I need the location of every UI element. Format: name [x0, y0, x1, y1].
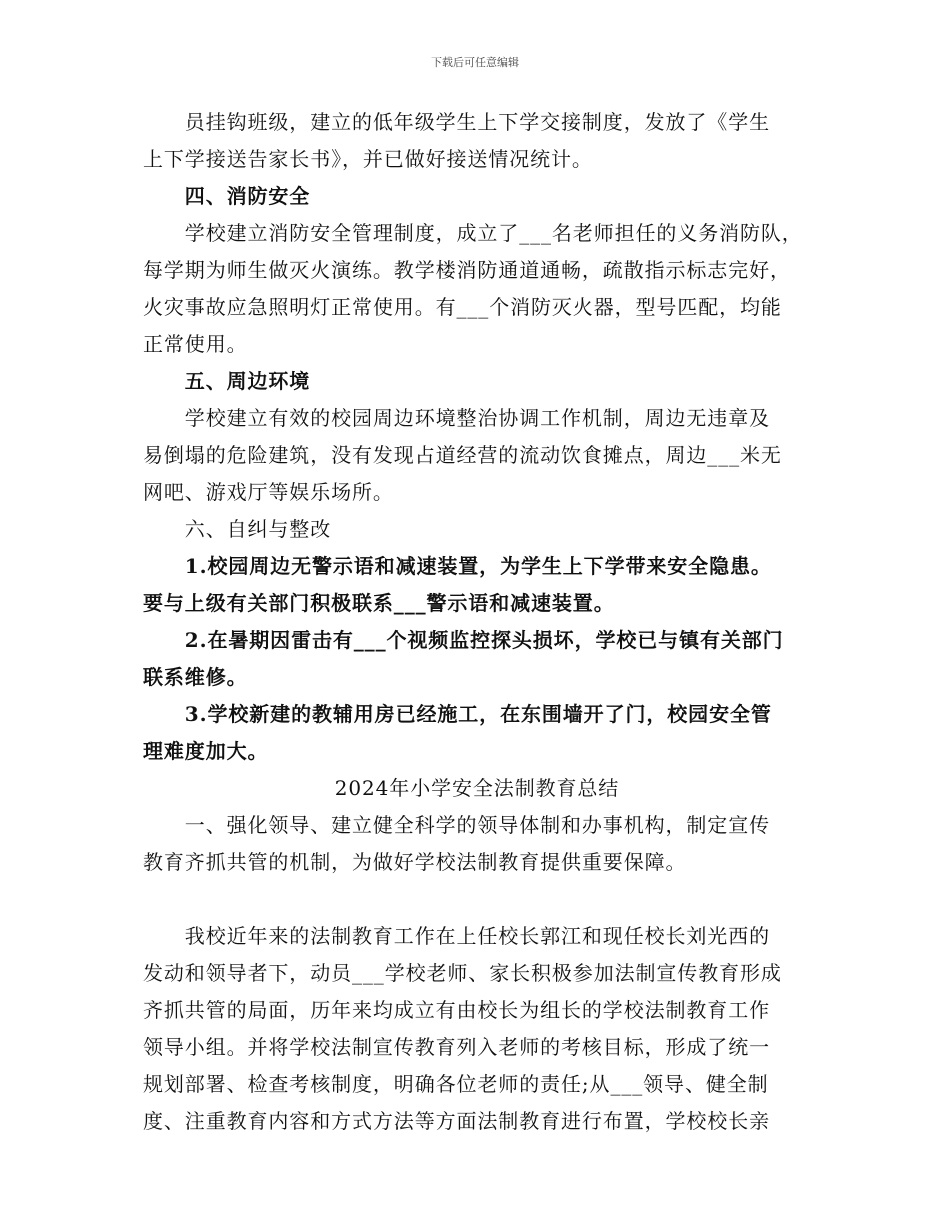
text-line: 要与上级有关部门积极联系___警示语和减速装置。 — [143, 591, 615, 615]
text-line: 六、自纠与整改 — [143, 517, 332, 541]
text-line: 学校建立有效的校园周边环境整治协调工作机制，周边无违章及 — [143, 406, 770, 430]
text-line: 领导小组。并将学校法制宣传教育列入老师的考核目标，形成了统一 — [143, 1035, 770, 1059]
text-line: 2.在暑期因雷击有___个视频监控探头损坏，学校已与镇有关部门 — [143, 628, 784, 652]
text-line: 教育齐抓共管的机制，为做好学校法制教育提供重要保障。 — [143, 850, 687, 874]
page-header-note: 下载后可任意编辑 — [431, 56, 519, 69]
text-line: 规划部署、检查考核制度，明确各位老师的责任;从___领导、健全制 — [143, 1072, 769, 1096]
text-line: 1.校园周边无警示语和减速装置，为学生上下学带来安全隐患。 — [143, 554, 772, 578]
text-line: 上下学接送告家长书》，并已做好接送情况统计。 — [143, 147, 593, 171]
text-line: 五、周边环境 — [143, 369, 311, 393]
text-line — [143, 881, 811, 918]
text-line: 易倒塌的危险建筑，没有发现占道经营的流动饮食摊点，周边___米无 — [143, 443, 782, 467]
text-line: 员挂钩班级，建立的低年级学生上下学交接制度，发放了《学生 — [143, 110, 770, 134]
text-line: 学校建立消防安全管理制度，成立了___名老师担任的义务消防队， — [143, 221, 803, 245]
text-line: 理难度加大。 — [143, 739, 269, 763]
text-line: 我校近年来的法制教育工作在上任校长郭江和现任校长刘光西的 — [143, 924, 770, 948]
text-line: 一、强化领导、建立健全科学的领导体制和办事机构，制定宣传 — [143, 813, 770, 837]
text-line: 齐抓共管的局面，历年来均成立有由校长为组长的学校法制教育工作 — [143, 998, 770, 1022]
text-line: 联系维修。 — [143, 665, 248, 689]
text-line: 火灾事故应急照明灯正常使用。有___个消防灭火器，型号匹配，均能 — [143, 295, 782, 319]
section-title: 2024年小学安全法制教育总结 — [334, 776, 620, 800]
document-body — [143, 104, 811, 1140]
text-line: 每学期为师生做灭火演练。教学楼消防通道通畅，疏散指示标志完好， — [143, 258, 791, 282]
text-line: 网吧、游戏厅等娱乐场所。 — [143, 480, 394, 504]
text-line: 3.学校新建的教辅用房已经施工，在东围墙开了门，校园安全管 — [143, 702, 772, 726]
text-line: 四、消防安全 — [143, 184, 311, 208]
text-line: 发动和领导者下，动员___学校老师、家长积极参加法制宣传教育形成 — [143, 961, 782, 985]
text-line: 度、注重教育内容和方式方法等方面法制教育进行布置，学校校长亲 — [143, 1109, 770, 1133]
text-line: 正常使用。 — [143, 332, 248, 356]
